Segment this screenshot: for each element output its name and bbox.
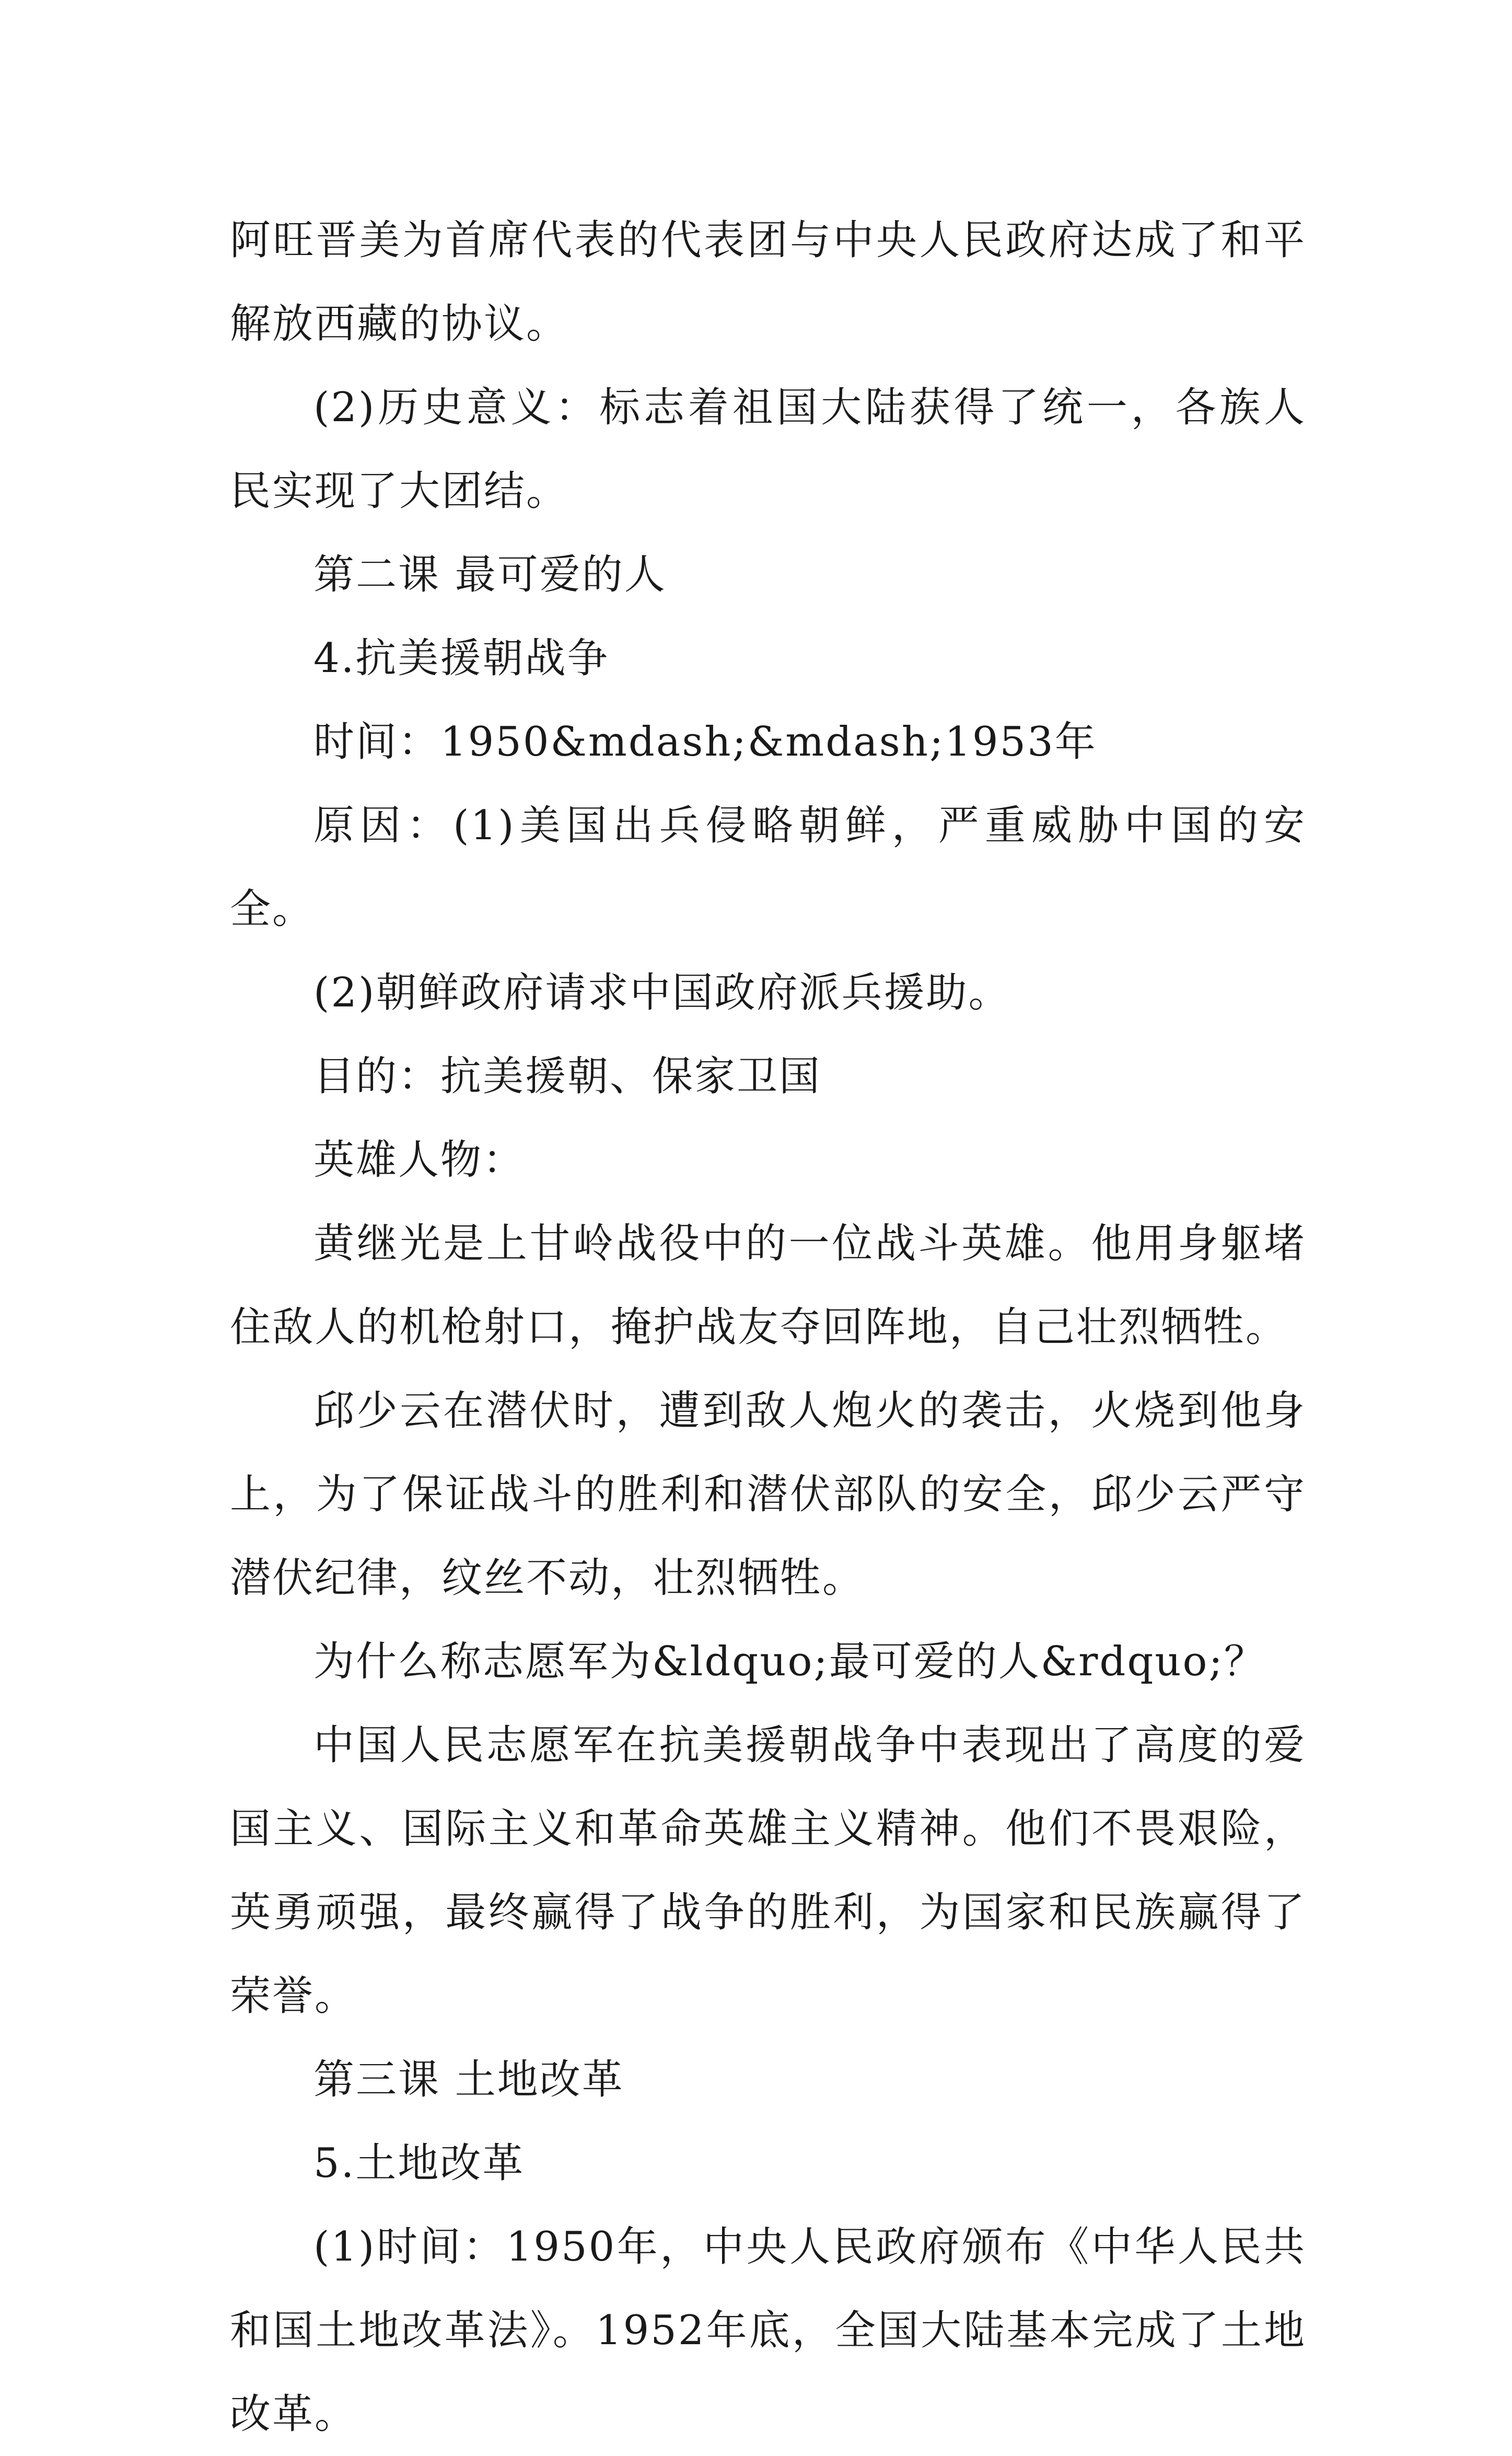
paragraph-tibet-agreement: 阿旺晋美为首席代表的代表团与中央人民政府达成了和平解放西藏的协议。	[230, 217, 1306, 347]
paragraph-time: 时间：1950&mdash;&mdash;1953年	[313, 719, 1097, 766]
paragraph-answer: 中国人民志愿军在抗美援朝战争中表现出了高度的爱国主义、国际主义和革命英雄主义精神。他们不畏艰险，英勇顽强，最终赢得了战争的胜利，为国家和民族赢得了荣誉。	[230, 1722, 1306, 2020]
section-heading-land-reform: 5.土地改革	[313, 2140, 525, 2187]
paragraph-purpose: 目的：抗美援朝、保家卫国	[313, 1053, 822, 1100]
paragraph-cause-1: 原因：(1)美国出兵侵略朝鲜，严重威胁中国的安全。	[230, 802, 1306, 933]
paragraph-qiu-shaoyun: 邱少云在潜伏时，遭到敌人炮火的袭击，火烧到他身上，为了保证战斗的胜利和潜伏部队的安全，邱少云严守潜伏纪律，纹丝不动，壮烈牺牲。	[230, 1387, 1306, 1602]
paragraph-land-reform-time: (1)时间：1950年，中央人民政府颁布《中华人民共和国土地改革法》。1952年底，全国大陆基本完成了土地改革。	[230, 2223, 1306, 2438]
paragraph-historical-significance: (2)历史意义：标志着祖国大陆获得了统一，各族人民实现了大团结。	[230, 384, 1306, 515]
lesson-heading-2: 第二课 最可爱的人	[313, 551, 667, 598]
paragraph-question: 为什么称志愿军为&ldquo;最可爱的人&rdquo;？	[313, 1638, 1266, 1685]
paragraph-cause-2: (2)朝鲜政府请求中国政府派兵援助。	[313, 969, 1011, 1016]
paragraph-heroes-label: 英雄人物：	[313, 1137, 526, 1184]
document-body	[230, 199, 1306, 2456]
paragraph-huang-jiguang: 黄继光是上甘岭战役中的一位战斗英雄。他用身躯堵住敌人的机枪射口，掩护战友夺回阵地，自己壮烈牺牲。	[230, 1220, 1306, 1351]
lesson-heading-3: 第三课 土地改革	[313, 2056, 624, 2103]
section-heading-korean-war: 4.抗美援朝战争	[313, 635, 610, 682]
